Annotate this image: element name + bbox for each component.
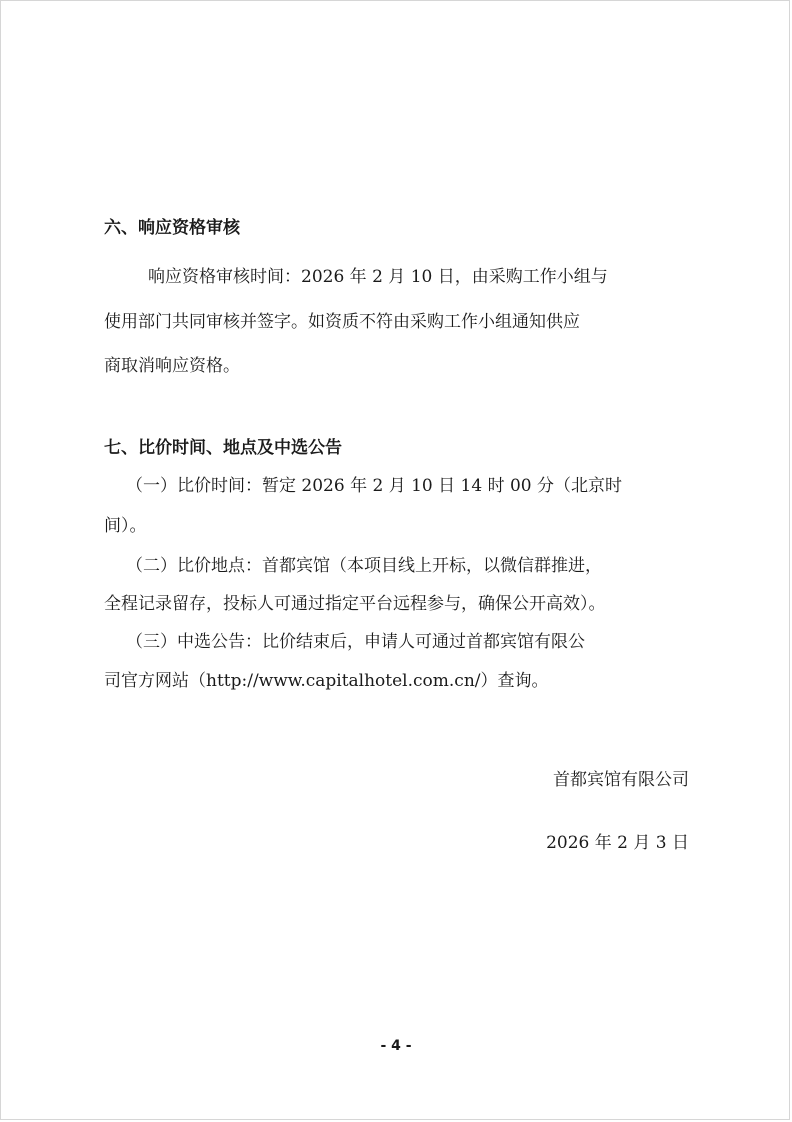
section-7-item-2-line-2: 全程记录留存，投标人可通过指定平台远程参与，确保公开高效）。 (104, 594, 606, 614)
signature-organization: 首都宾馆有限公司 (553, 770, 689, 790)
page-number: - 4 - (380, 1038, 412, 1054)
section-7-item-2-line-1: （二）比价地点：首都宾馆（本项目线上开标，以微信群推进， (126, 556, 602, 576)
section-6-line-1: 响应资格审核时间：2026 年 2 月 10 日，由采购工作小组与 (148, 267, 608, 287)
section-7-item-3-line-2: 司官方网站（http://www.capitalhotel.com.cn/）查询。 (104, 671, 549, 691)
section-6-line-2: 使用部门共同审核并签字。如资质不符由采购工作小组通知供应 (104, 312, 580, 332)
section-7-heading: 七、比价时间、地点及中选公告 (104, 438, 342, 458)
signature-date: 2026 年 2 月 3 日 (546, 833, 689, 853)
section-7-item-1-line-2: 间）。 (104, 516, 147, 536)
section-6-line-3: 商取消响应资格。 (104, 356, 240, 376)
section-6-heading: 六、响应资格审核 (104, 218, 240, 238)
section-7-item-1-line-1: （一）比价时间：暂定 2026 年 2 月 10 日 14 时 00 分（北京时 (126, 476, 623, 496)
section-7-item-3-line-1: （三）中选公告：比价结束后，申请人可通过首都宾馆有限公 (126, 632, 585, 652)
